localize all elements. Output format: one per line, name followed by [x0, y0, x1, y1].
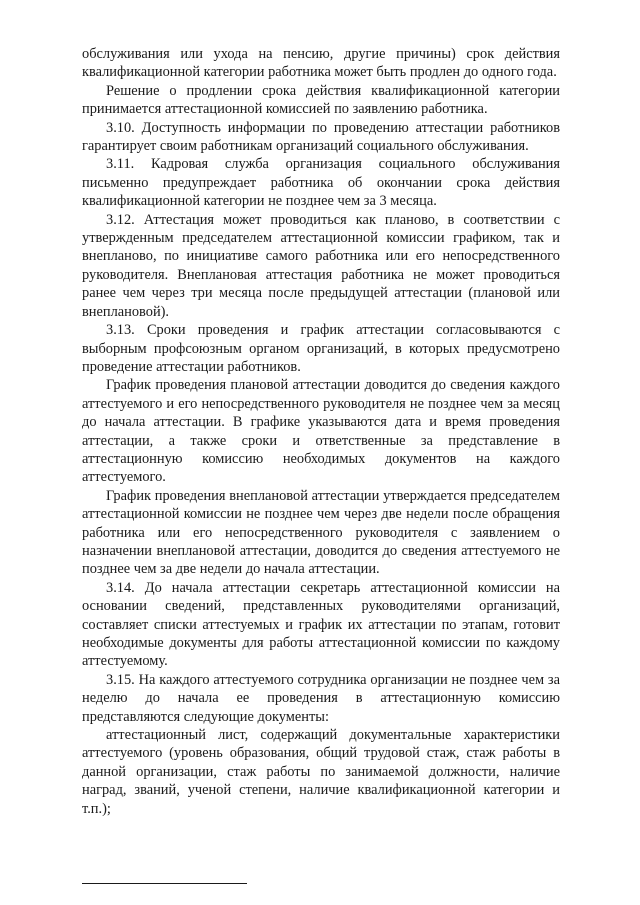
paragraph-3-15: 3.15. На каждого аттестуемого сотрудника организации не позднее чем за неделю до начала ее проведения в аттестационную комиссию представляются следующие документы: [82, 671, 560, 725]
paragraph-3-11: 3.11. Кадровая служба организация социального обслуживания письменно предупреждает работника об окончании срока действия квалификационной категории не позднее чем за 3 месяца. [82, 156, 560, 210]
document-body [82, 45, 560, 818]
paragraph-unplanned-schedule: График проведения внеплановой аттестации утверждается председателем аттестационной комиссии не позднее чем через две недели после обращения работника или его непосредственного руководителя с заявлением о назначении внеплановой аттестации, доводится до сведения аттестуемого не позднее чем за две недели до начала аттестации. [82, 487, 560, 578]
paragraph-3-12: 3.12. Аттестация может проводиться как планово, в соответствии с утвержденным председателем аттестационной комиссии графиком, так и внепланово, по инициативе самого работника или его непосредственного руководителя. Внеплановая аттестация работника не может проводиться ранее чем через три месяца после предыдущей аттестации (плановой или внеплановой). [82, 211, 560, 320]
paragraph-3-14: 3.14. До начала аттестации секретарь аттестационной комиссии на основании сведений, представленных руководителями организаций, составляет списки аттестуемых и график их аттестации по этапам, готовит необходимые документы для работы аттестационной комиссии по каждому аттестуемому. [82, 579, 560, 670]
footnote-separator-line [82, 883, 247, 884]
paragraph-continuation: обслуживания или ухода на пенсию, другие причины) срок действия квалификационной категории работника может быть продлен до одного года. [82, 46, 560, 81]
paragraph-attestation-sheet: аттестационный лист, содержащий документальные характеристики аттестуемого (уровень образования, общий трудовой стаж, стаж работы в данной организации, стаж работы по занимаемой должности, наличие наград, званий, ученой степени, наличие квалификационной категории и т.п.); [82, 727, 560, 817]
paragraph-3-10: 3.10. Доступность информации по проведению аттестации работников гарантирует своим работникам организаций социального обслуживания. [82, 119, 560, 155]
paragraph-extension-decision: Решение о продлении срока действия квалификационной категории принимается аттестационной комиссией по заявлению работника. [82, 82, 560, 118]
paragraph-3-13: 3.13. Сроки проведения и график аттестации согласовываются с выборным профсоюзным органом организаций, в которых предусмотрено проведение аттестации работников. [82, 322, 560, 375]
paragraph-planned-schedule: График проведения плановой аттестации доводится до сведения каждого аттестуемого и его непосредственного руководителя не позднее чем за месяц до начала аттестации. В графике указываются дата и время проведения аттестации, а также сроки и ответственные за представление в аттестационную комиссию необходимых документов на каждого аттестуемого. [82, 377, 560, 486]
